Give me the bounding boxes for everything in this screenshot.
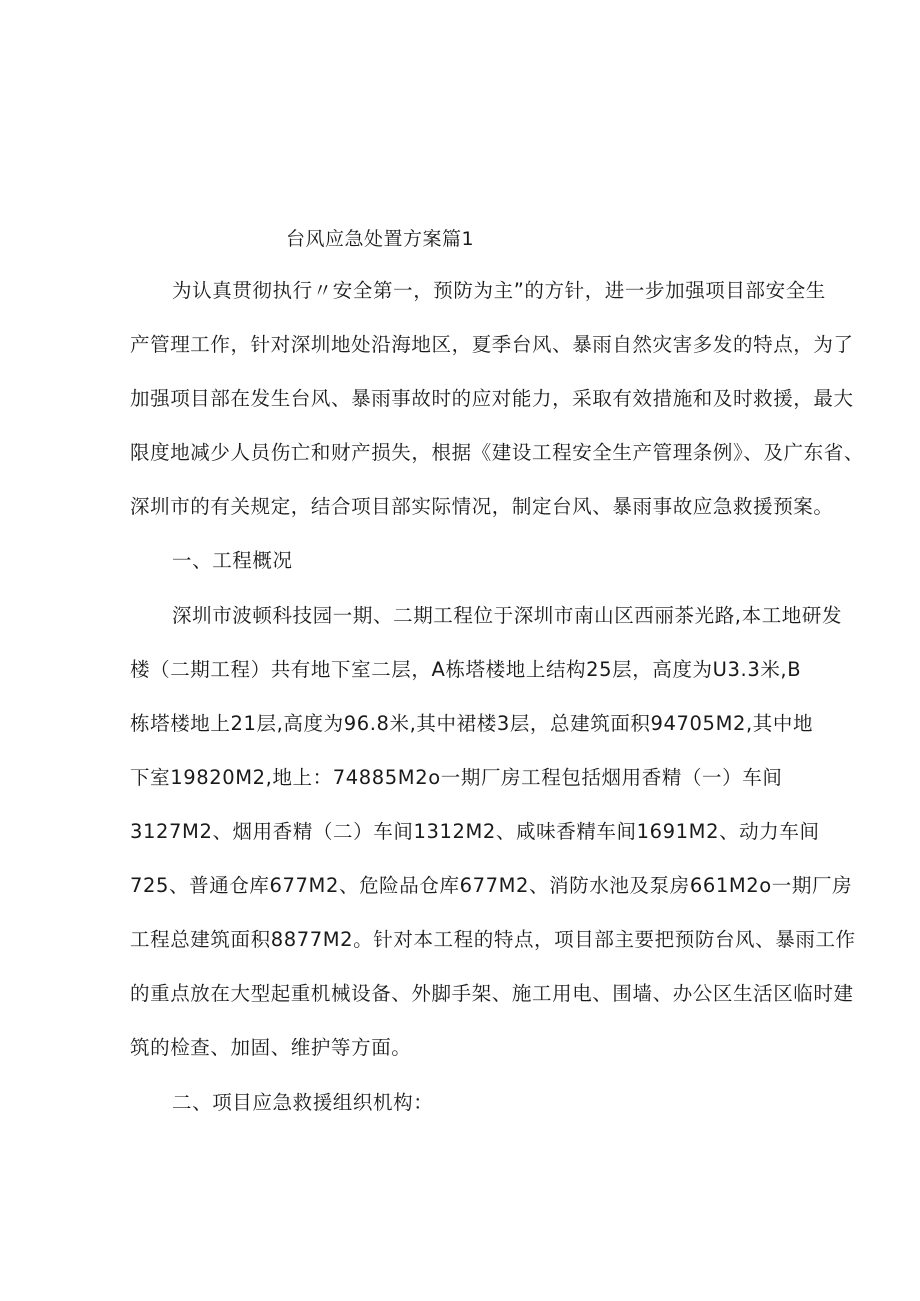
paragraph-1-line-5: 深圳市的有关规定，结合项目部实际情况，制定台风、暴雨事故应急救援预案。 bbox=[130, 495, 834, 518]
paragraph-1-line-3: 加强项目部在发生台风、暴雨事故时的应对能力，采取有效措施和及时救援，最大 bbox=[130, 387, 854, 410]
paragraph-2-line-9: 筑的检查、加固、维护等方面。 bbox=[130, 1036, 412, 1059]
paragraph-2-line-8: 的重点放在大型起重机械设备、外脚手架、施工用电、围墙、办公区生活区临时建 bbox=[130, 982, 854, 1005]
document-title: 台风应急处置方案篇1 bbox=[286, 228, 475, 250]
paragraph-2-line-2: 楼（二期工程）共有地下室二层，A栋塔楼地上结构25层，高度为U3.3米,B bbox=[130, 658, 802, 681]
paragraph-1-line-1: 为认真贯彻执行〃安全第一，预防为主”的方针，进一步加强项目部安全生 bbox=[172, 279, 826, 302]
paragraph-2-line-7: 工程总建筑面积8877M2。针对本工程的特点，项目部主要把预防台风、暴雨工作 bbox=[130, 928, 856, 951]
section-heading-2: 二、项目应急救援组织机构： bbox=[172, 1091, 434, 1114]
paragraph-2-line-1: 深圳市波顿科技园一期、二期工程位于深圳市南山区西丽茶光路,本工地研发 bbox=[172, 604, 843, 627]
paragraph-2-line-6: 725、普通仓库677M2、危险品仓库677M2、消防水池及泵房661M2o一期厂房 bbox=[130, 874, 853, 897]
paragraph-1-line-2: 产管理工作，针对深圳地处沿海地区，夏季台风、暴雨自然灾害多发的特点，为了 bbox=[130, 333, 854, 356]
section-heading-1: 一、工程概况 bbox=[172, 549, 293, 572]
paragraph-2-line-3: 栋塔楼地上21层,高度为96.8米,其中裙楼3层，总建筑面积94705M2,其中地 bbox=[130, 712, 814, 735]
paragraph-2-line-5: 3127M2、烟用香精（二）车间1312M2、咸味香精车间1691M2、动力车间 bbox=[130, 820, 820, 843]
paragraph-2-line-4: 下室19820M2,地上：74885M2o一期厂房工程包括烟用香精（一）车间 bbox=[130, 766, 783, 789]
paragraph-1-line-4: 限度地减少人员伤亡和财产损失，根据《建设工程安全生产管理条例》、及广东省、 bbox=[130, 441, 864, 464]
